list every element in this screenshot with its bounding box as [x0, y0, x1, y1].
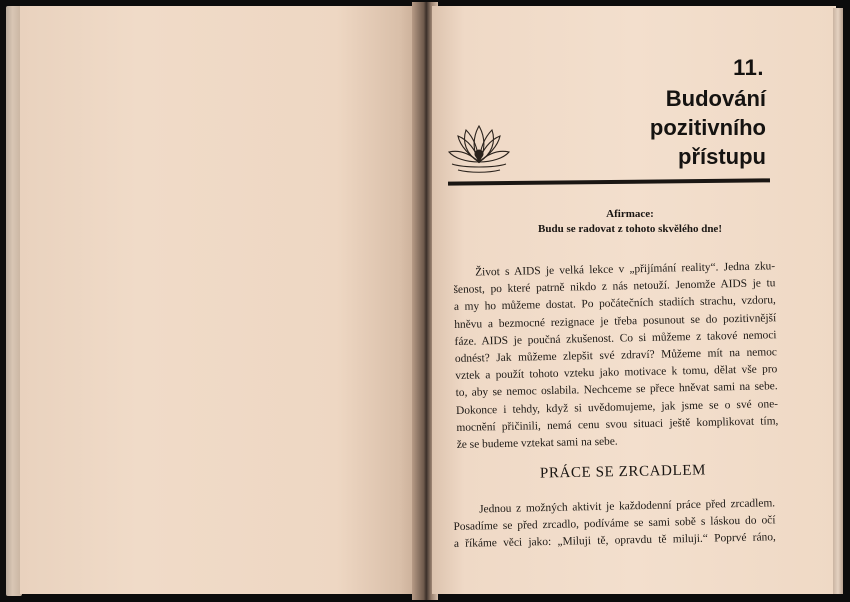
text-line: a říkáme věci jako: „Miluji tě, opravdu tě miluji.“ Poprvé ráno, [453, 531, 776, 551]
lotus-flower-icon [446, 118, 512, 178]
affirmation-label: Afirmace: [606, 208, 654, 220]
text-line: to, aby se nemoc oslabila. Nechceme se přece hněvat sami na sebe. [455, 380, 778, 400]
right-page-edges [833, 8, 843, 594]
affirmation-block [500, 207, 760, 237]
affirmation-text: Budu se radovat z tohoto skvělého dne! [538, 223, 722, 235]
left-page-blank [20, 6, 416, 594]
text-line: hněvu a bezmocné rezignace je třeba posunout se do pozitivnější [454, 311, 777, 331]
text-line: Život s AIDS je velká lekce v „přijímání reality“. Jedna zku- [475, 260, 776, 279]
text-line: že se budeme vztekat sami na sebe. [456, 435, 618, 451]
chapter-title-line-2: pozitivního [649, 115, 766, 140]
text-line: a my ho můžeme dostat. Po počátečních stadiích strachu, vzdoru, [453, 294, 776, 314]
chapter-title-line-1: Budování [665, 86, 766, 111]
text-line: odnést? Jak můžeme zlepšit své zdraví? Můžeme mít na nemoc [454, 346, 778, 365]
text-line: Posadíme se před zrcadlo, podíváme se sami sobě s láskou do očí [453, 514, 776, 534]
text-line: fáze. AIDS je poučná zkušenost. Co si můžeme z takové nemoci [454, 329, 777, 348]
chapter-title [506, 84, 766, 171]
paragraph-2 [453, 495, 776, 553]
text-line: Jednou z možných aktivit je každodenní práce před zrcadlem. [479, 497, 776, 516]
text-line: Dokonce i tehdy, když si uvědomujeme, jak jsme se o své one- [455, 397, 779, 417]
text-line: vztek a použít tohoto vzteku jako motivace k tomu, dělat vše pro [455, 363, 778, 383]
chapter-number: 11. [733, 55, 764, 80]
section-heading: PRÁCE SE ZRCADLEM [539, 462, 707, 482]
text-line: mocnění přičinili, nemá cenu svou situaci ještě komplikovat tím, [456, 415, 779, 434]
chapter-title-line-3: přístupu [678, 144, 766, 169]
paragraph-1 [453, 258, 779, 454]
text-line: šenost, po které patrně nikdo z nás netouží. Jenomže AIDS je tu [453, 277, 776, 297]
